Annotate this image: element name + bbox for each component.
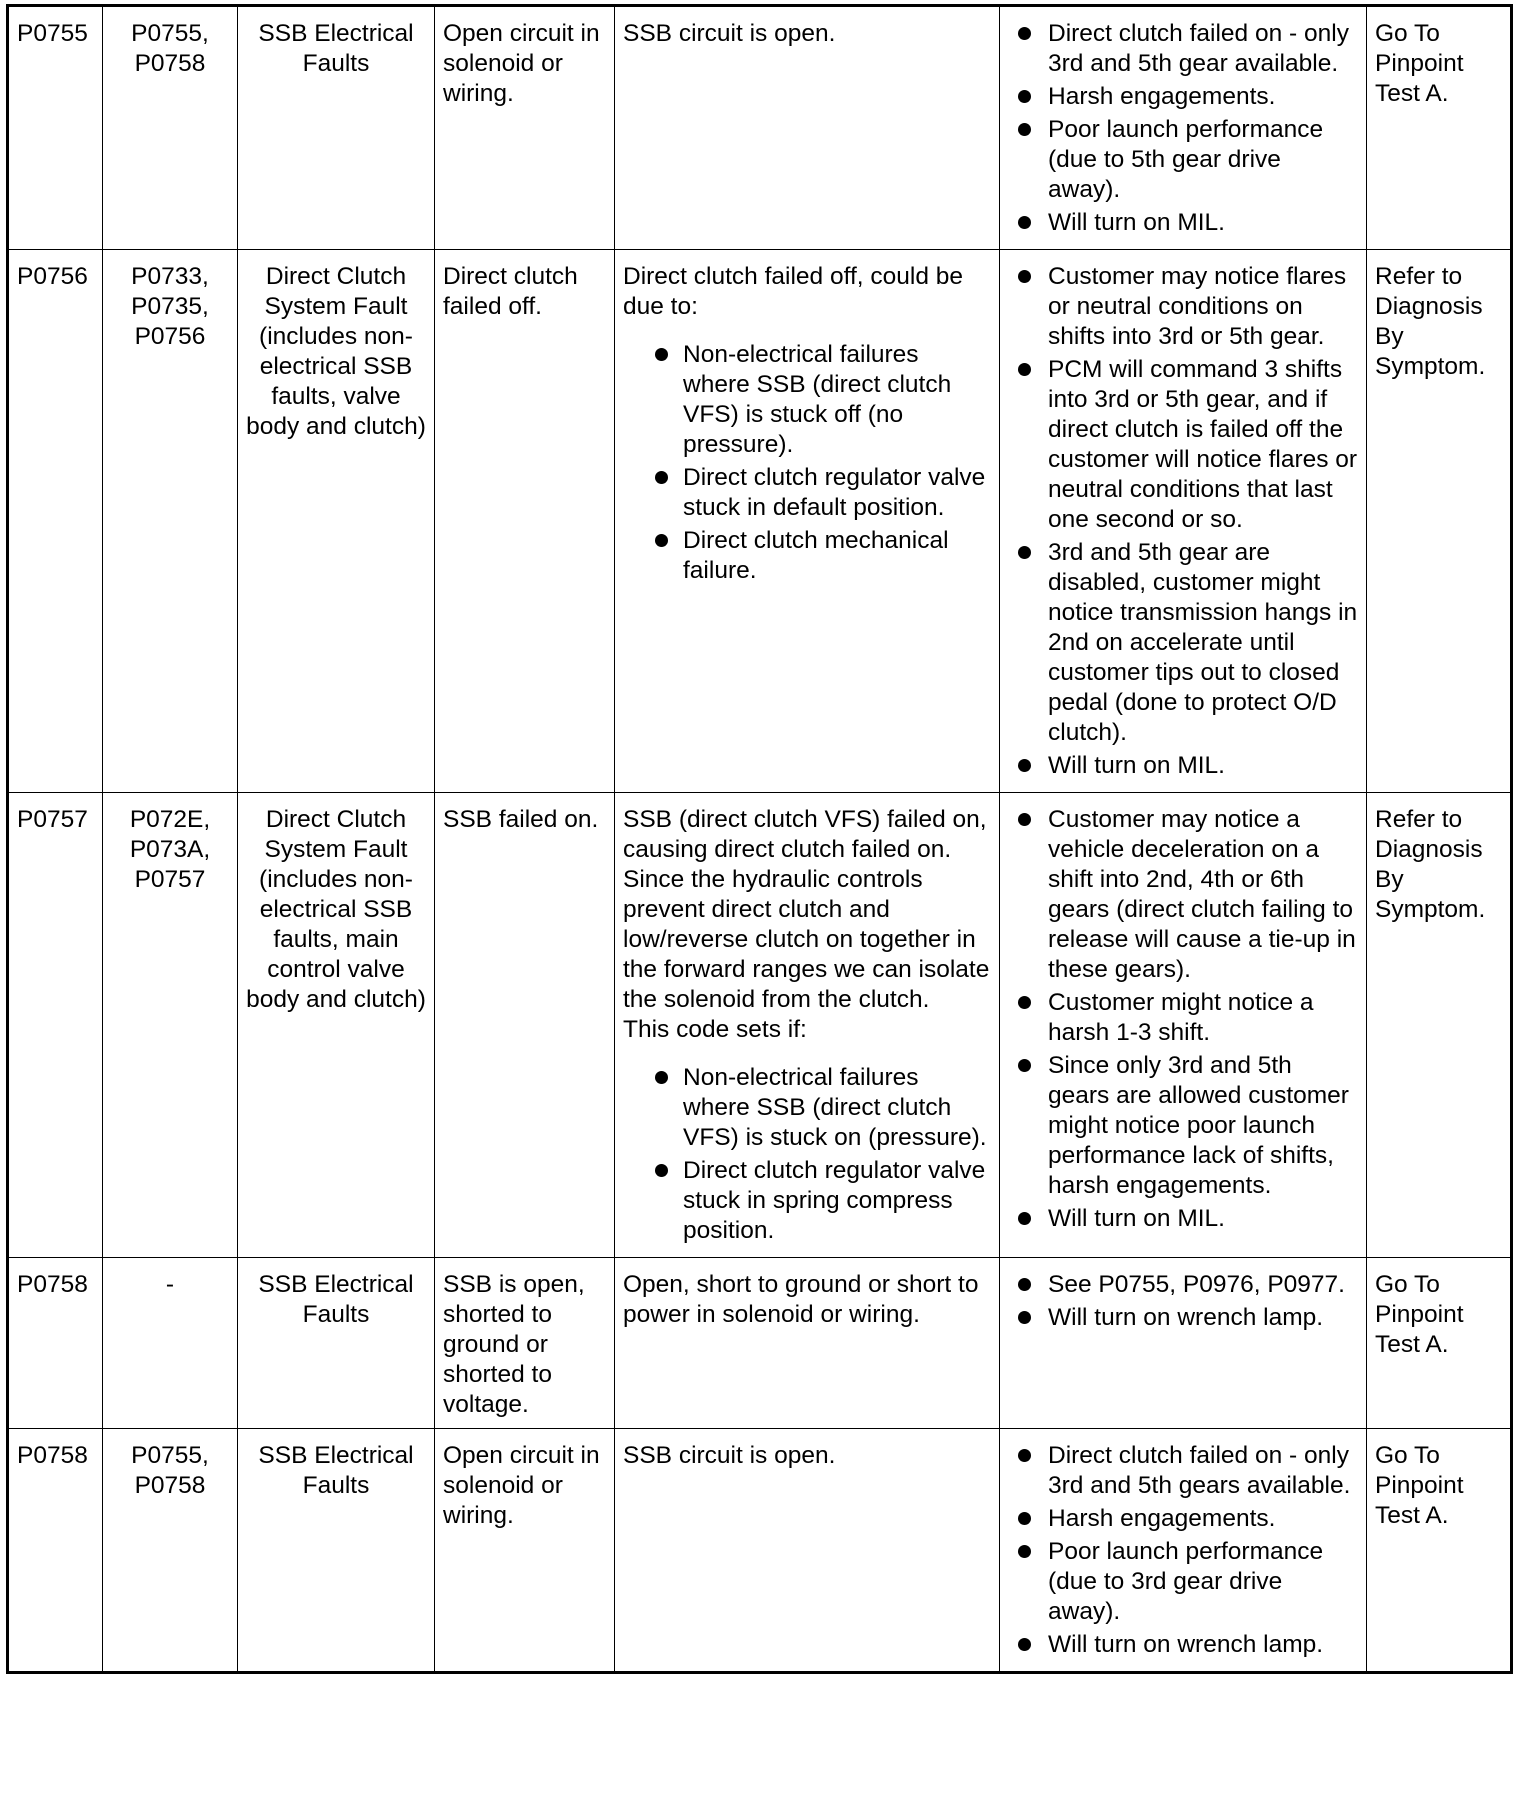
description-paragraph: This code sets if: [623, 1016, 807, 1043]
description-bullet: Non-electrical failures where SSB (direct clutch VFS) is stuck off (no pressure). [633, 340, 991, 460]
description-paragraph: Open, short to ground or short to power in solenoid or wiring. [623, 1271, 979, 1328]
symptom-item: Will turn on MIL. [1008, 751, 1358, 781]
dtc-cell [8, 1429, 103, 1673]
system-text: SSB Electrical Faults [258, 20, 414, 77]
symptoms-cell [1000, 793, 1367, 1258]
symptom-item: Will turn on MIL. [1008, 1204, 1358, 1234]
system-cell [238, 1258, 435, 1429]
action-text: Go To Pinpoint Test A. [1375, 1442, 1464, 1529]
symptoms-cell [1000, 1258, 1367, 1429]
symptom-item: Customer might notice a harsh 1-3 shift. [1008, 988, 1358, 1048]
condition-text: SSB is open, shorted to ground or shorted to voltage. [443, 1271, 585, 1418]
condition-cell [435, 250, 615, 793]
symptom-item: Direct clutch failed on - only 3rd and 5th gears available. [1008, 1441, 1358, 1501]
action-cell [1367, 793, 1512, 1258]
description-bullet-list [633, 1063, 991, 1246]
symptom-item: Since only 3rd and 5th gears are allowed customer might notice poor launch performance lack of shifts, harsh engagements. [1008, 1051, 1358, 1201]
table-row [8, 1258, 1512, 1429]
description-paragraph: SSB circuit is open. [623, 1442, 836, 1469]
symptom-item: Harsh engagements. [1008, 82, 1358, 112]
related-dtc-cell [103, 1258, 238, 1429]
condition-cell [435, 1429, 615, 1673]
condition-cell [435, 793, 615, 1258]
symptom-item: See P0755, P0976, P0977. [1008, 1270, 1358, 1300]
description-paragraph: SSB circuit is open. [623, 20, 836, 47]
related-dtc: P0755, [131, 1442, 209, 1469]
system-cell [238, 6, 435, 250]
symptom-item: Customer may notice flares or neutral conditions on shifts into 3rd or 5th gear. [1008, 262, 1358, 352]
action-text: Go To Pinpoint Test A. [1375, 20, 1464, 107]
symptom-item: PCM will command 3 shifts into 3rd or 5th gear, and if direct clutch is failed off the customer will notice flares or neutral conditions that last one second or so. [1008, 355, 1358, 535]
description-cell [615, 250, 1000, 793]
description-cell [615, 793, 1000, 1258]
condition-text: Direct clutch failed off. [443, 263, 578, 320]
related-dtc: P0733, [131, 263, 209, 290]
description-cell [615, 6, 1000, 250]
description-bullet: Direct clutch regulator valve stuck in spring compress position. [633, 1156, 991, 1246]
symptom-list [1008, 805, 1358, 1234]
action-text: Refer to Diagnosis By Symptom. [1375, 263, 1486, 380]
related-dtc-cell [103, 1429, 238, 1673]
dtc-cell [8, 1258, 103, 1429]
related-dtc: P0757 [134, 866, 206, 893]
dtc-code: P0758 [17, 1271, 88, 1298]
symptoms-cell [1000, 6, 1367, 250]
dtc-code: P0755 [17, 20, 88, 47]
description-paragraph: SSB (direct clutch VFS) failed on, causing direct clutch failed on. [623, 806, 987, 863]
related-dtc-cell [103, 250, 238, 793]
action-cell [1367, 1429, 1512, 1673]
related-dtc: P073A, [129, 836, 211, 863]
description-bullet: Direct clutch regulator valve stuck in default position. [633, 463, 991, 523]
related-dtc: P0735, [131, 293, 209, 320]
condition-cell [435, 6, 615, 250]
description-paragraph: Since the hydraulic controls prevent direct clutch and low/reverse clutch on together in the forward ranges we can isolate the solenoid from the clutch. [623, 866, 990, 1013]
action-cell [1367, 6, 1512, 250]
dtc-cell [8, 6, 103, 250]
related-dtc: P0756 [134, 323, 206, 350]
dtc-cell [8, 793, 103, 1258]
symptom-item: Will turn on wrench lamp. [1008, 1630, 1358, 1660]
table-row [8, 250, 1512, 793]
system-cell [238, 250, 435, 793]
dtc-cell [8, 250, 103, 793]
symptom-item: Harsh engagements. [1008, 1504, 1358, 1534]
dtc-table [6, 4, 1513, 1674]
related-dtc: P072E, [129, 806, 211, 833]
symptom-item: Will turn on wrench lamp. [1008, 1303, 1358, 1333]
system-text: Direct Clutch System Fault (includes non-electrical SSB faults, valve body and clutch) [246, 263, 426, 440]
dtc-code: P0758 [17, 1442, 88, 1469]
table-row [8, 1429, 1512, 1673]
related-dtc-cell [103, 793, 238, 1258]
table-row [8, 793, 1512, 1258]
symptoms-cell [1000, 1429, 1367, 1673]
action-text: Go To Pinpoint Test A. [1375, 1271, 1464, 1358]
action-cell [1367, 250, 1512, 793]
symptom-list [1008, 1270, 1358, 1333]
condition-cell [435, 1258, 615, 1429]
symptom-item: Customer may notice a vehicle deceleration on a shift into 2nd, 4th or 6th gears (direct clutch failing to release will cause a tie-up in these gears). [1008, 805, 1358, 985]
symptoms-cell [1000, 250, 1367, 793]
action-cell [1367, 1258, 1512, 1429]
symptom-item: Will turn on MIL. [1008, 208, 1358, 238]
dtc-code: P0756 [17, 263, 88, 290]
system-cell [238, 1429, 435, 1673]
symptom-list [1008, 262, 1358, 781]
system-text: Direct Clutch System Fault (includes non-electrical SSB faults, main control valve body and clutch) [246, 806, 426, 1013]
description-cell [615, 1258, 1000, 1429]
description-paragraph: Direct clutch failed off, could be due to: [623, 263, 964, 320]
condition-text: Open circuit in solenoid or wiring. [443, 20, 600, 107]
table-row [8, 6, 1512, 250]
description-bullet-list [633, 340, 991, 586]
symptom-item: 3rd and 5th gear are disabled, customer might notice transmission hangs in 2nd on accelerate until customer tips out to closed pedal (done to protect O/D clutch). [1008, 538, 1358, 748]
related-dtc: P0758 [134, 1472, 206, 1499]
action-text: Refer to Diagnosis By Symptom. [1375, 806, 1486, 923]
symptom-item: Poor launch performance (due to 3rd gear drive away). [1008, 1537, 1358, 1627]
related-dtc: P0755, [131, 20, 209, 47]
symptom-list [1008, 1441, 1358, 1660]
condition-text: SSB failed on. [443, 806, 599, 833]
symptom-item: Direct clutch failed on - only 3rd and 5th gear available. [1008, 19, 1358, 79]
related-dtc-cell [103, 6, 238, 250]
description-bullet: Non-electrical failures where SSB (direct clutch VFS) is stuck on (pressure). [633, 1063, 991, 1153]
dtc-code: P0757 [17, 806, 88, 833]
related-dtc: P0758 [134, 50, 206, 77]
diagnostic-table-sheet [6, 4, 1510, 1674]
symptom-item: Poor launch performance (due to 5th gear drive away). [1008, 115, 1358, 205]
system-text: SSB Electrical Faults [258, 1271, 414, 1328]
related-dtc: - [165, 1271, 175, 1298]
symptom-list [1008, 19, 1358, 238]
system-text: SSB Electrical Faults [258, 1442, 414, 1499]
system-cell [238, 793, 435, 1258]
description-bullet: Direct clutch mechanical failure. [633, 526, 991, 586]
description-cell [615, 1429, 1000, 1673]
dtc-table-body [8, 6, 1512, 1673]
condition-text: Open circuit in solenoid or wiring. [443, 1442, 600, 1529]
